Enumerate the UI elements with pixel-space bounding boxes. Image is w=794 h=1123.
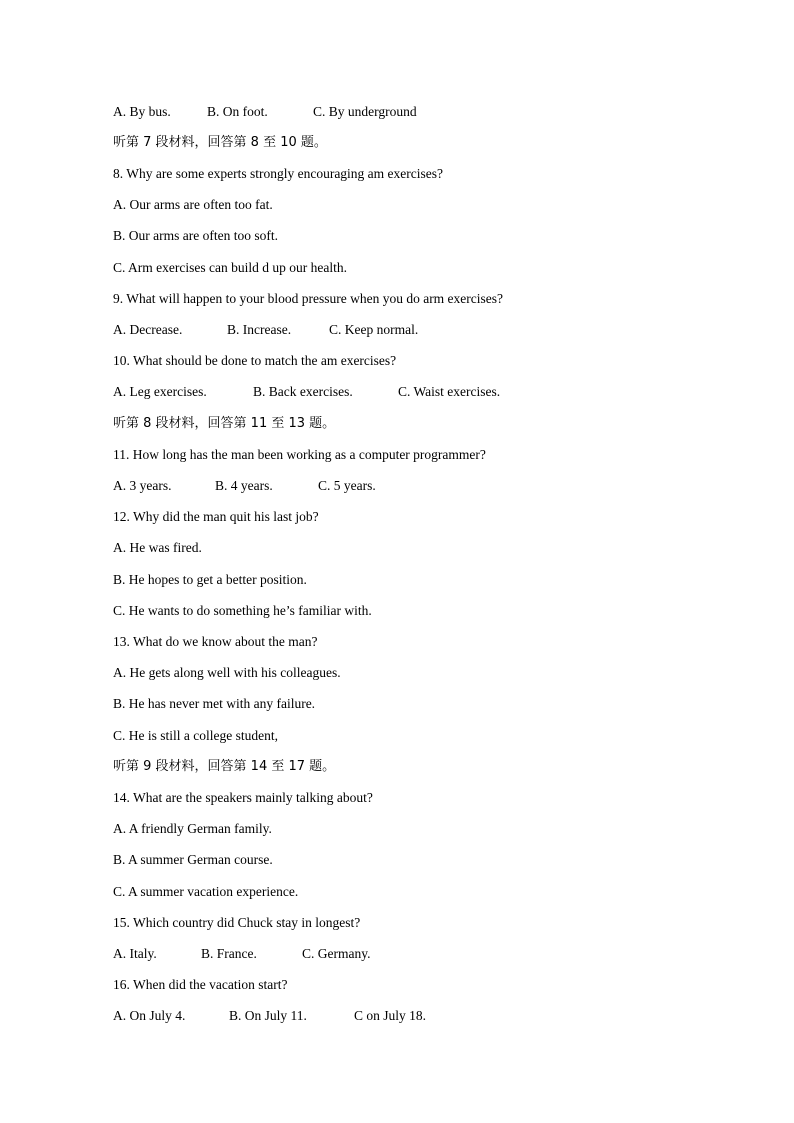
q14-option-c: C. A summer vacation experience.	[113, 884, 299, 899]
q7-option-a: A. By bus.	[113, 104, 171, 119]
q8-option-c: C. Arm exercises can build d up our health.	[113, 260, 347, 275]
q16-option-a: A. On July 4.	[113, 1008, 186, 1023]
q14-option-b: B. A summer German course.	[113, 852, 273, 867]
q8-question: 8. Why are some experts strongly encouraging am exercises?	[113, 166, 444, 181]
q11-option-a: A. 3 years.	[113, 478, 172, 493]
q10-question: 10. What should be done to match the am exercises?	[113, 353, 397, 368]
q12-option-a: A. He was fired.	[113, 540, 202, 555]
q15-option-b: B. France.	[201, 946, 257, 961]
q13-option-b: B. He has never met with any failure.	[113, 696, 316, 711]
q16-option-c: C on July 18.	[354, 1008, 427, 1023]
q15-option-c: C. Germany.	[302, 946, 371, 961]
q14-option-a: A. A friendly German family.	[113, 821, 272, 836]
q10-option-a: A. Leg exercises.	[113, 384, 207, 399]
q12-option-b: B. He hopes to get a better position.	[113, 572, 307, 587]
q15-question: 15. Which country did Chuck stay in longest?	[113, 915, 361, 930]
q10-option-c: C. Waist exercises.	[398, 384, 501, 399]
section-9-heading: 听第 9 段材料，回答第 14 至 17 题。	[113, 759, 336, 774]
q16-option-b: B. On July 11.	[229, 1008, 307, 1023]
q8-option-b: B. Our arms are often too soft.	[113, 228, 278, 243]
q7-option-b: B. On foot.	[207, 104, 268, 119]
q16-question: 16. When did the vacation start?	[113, 977, 288, 992]
q9-option-c: C. Keep normal.	[329, 322, 419, 337]
q13-option-c: C. He is still a college student,	[113, 728, 278, 743]
q12-option-c: C. He wants to do something he’s familiar with.	[113, 603, 372, 618]
q11-question: 11. How long has the man been working as a computer programmer?	[113, 447, 486, 462]
q9-question: 9. What will happen to your blood pressure when you do arm exercises?	[113, 291, 504, 306]
q9-option-a: A. Decrease.	[113, 322, 183, 337]
q13-option-a: A. He gets along well with his colleagues.	[113, 665, 341, 680]
q11-option-c: C. 5 years.	[318, 478, 376, 493]
section-8-heading: 听第 8 段材料，回答第 11 至 13 题。	[113, 416, 336, 431]
q12-question: 12. Why did the man quit his last job?	[113, 509, 319, 524]
q15-option-a: A. Italy.	[113, 946, 157, 961]
q7-option-c: C. By underground	[313, 104, 417, 119]
q14-question: 14. What are the speakers mainly talking about?	[113, 790, 373, 805]
q11-option-b: B. 4 years.	[215, 478, 273, 493]
q13-question: 13. What do we know about the man?	[113, 634, 318, 649]
q10-option-b: B. Back exercises.	[253, 384, 353, 399]
q9-option-b: B. Increase.	[227, 322, 292, 337]
section-7-heading: 听第 7 段材料，回答第 8 至 10 题。	[113, 135, 327, 150]
q8-option-a: A. Our arms are often too fat.	[113, 197, 273, 212]
